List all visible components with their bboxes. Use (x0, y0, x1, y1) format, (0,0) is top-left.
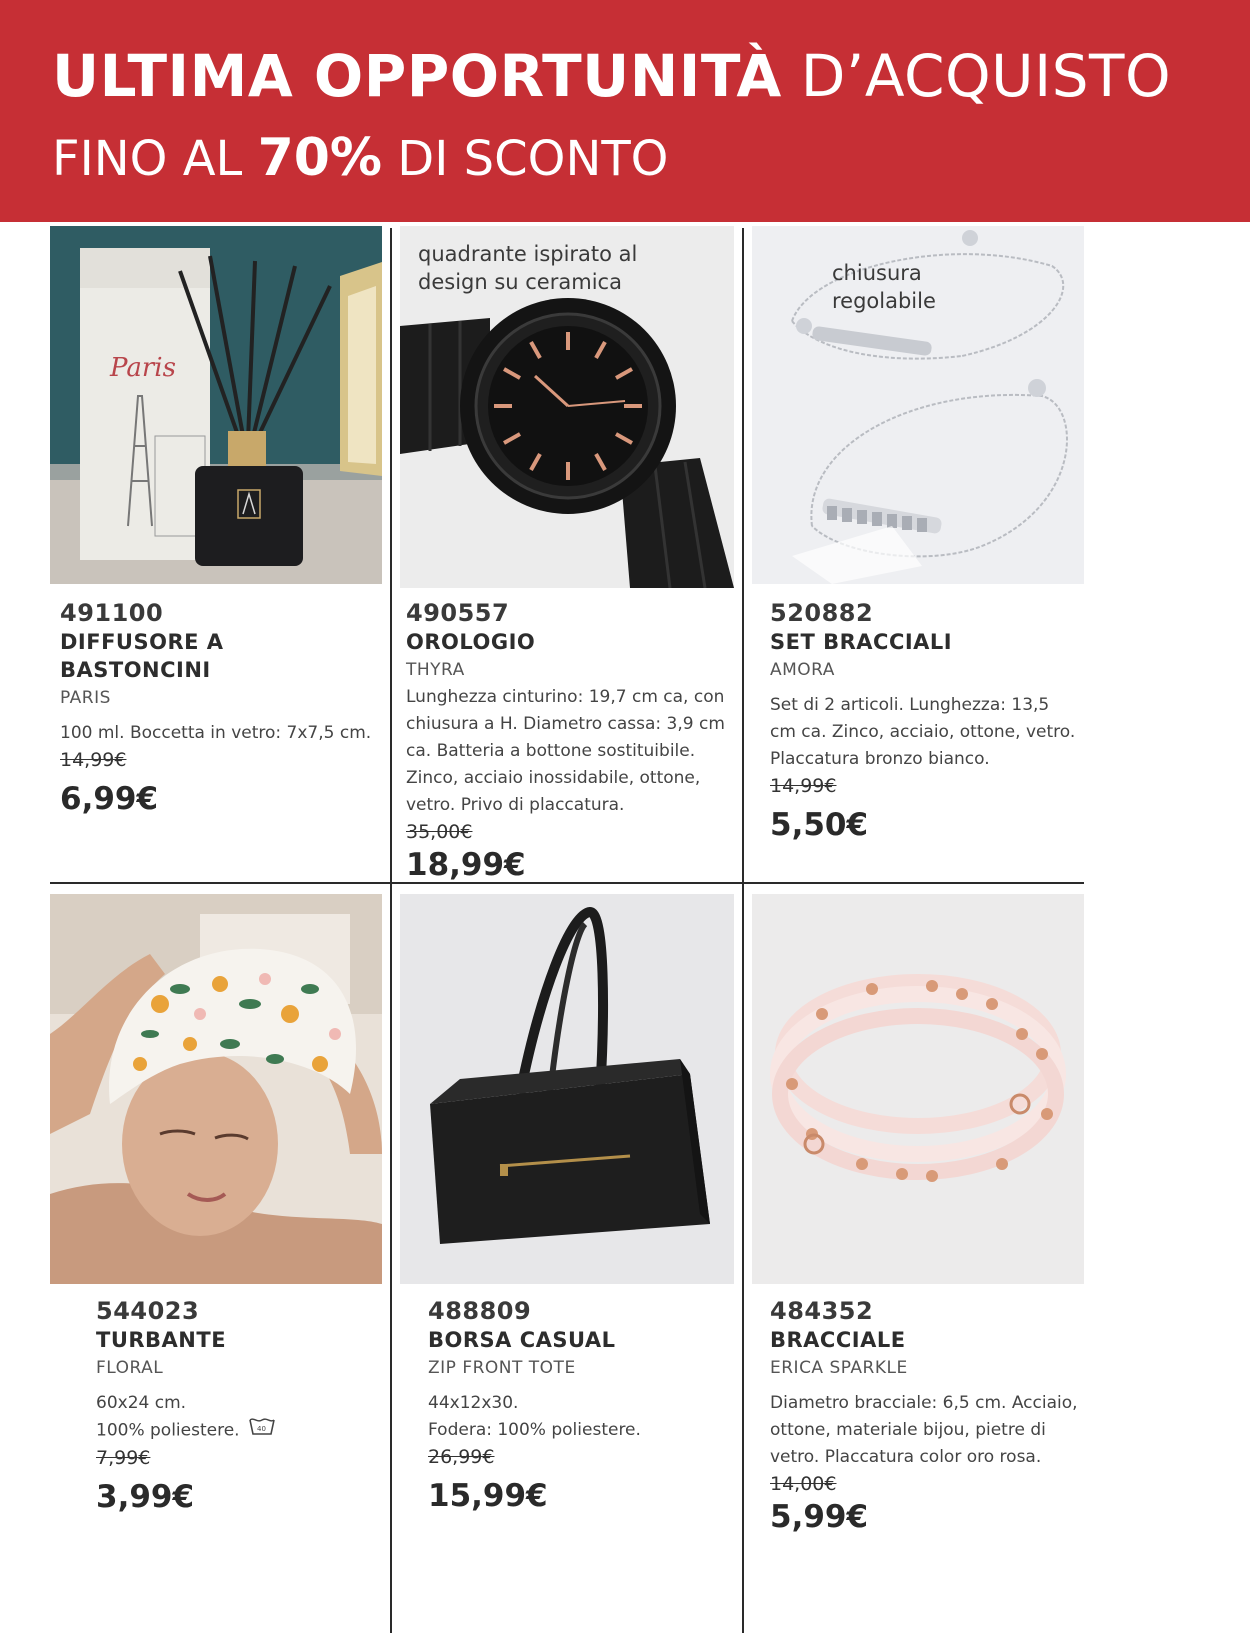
product-variant: AMORA (770, 660, 835, 680)
current-price: 5,99€ (770, 1499, 869, 1535)
grid-divider-v2 (742, 228, 744, 1633)
product-description-line1: 60x24 cm. (96, 1393, 187, 1413)
product-name: OROLOGIO (406, 630, 536, 654)
title-light: D’ACQUISTO (800, 42, 1172, 110)
product-name: BRACCIALE (770, 1328, 906, 1352)
title-bold: ULTIMA OPPORTUNITÀ (52, 42, 782, 110)
product-variant: PARIS (60, 688, 111, 708)
product-name: BORSA CASUAL (428, 1328, 616, 1352)
subtitle-pre: FINO AL (52, 131, 243, 187)
feature-note-watch: quadrante ispirato al design su ceramica (418, 242, 638, 294)
product-code: 490557 (406, 599, 510, 627)
product-code: 544023 (96, 1297, 200, 1325)
product-image-turban[interactable] (50, 894, 382, 1284)
product-code: 491100 (60, 599, 164, 627)
product-description: Set di 2 articoli. Lunghezza: 13,5 cm ca. Zinco, acciaio, ottone, vetro. Placcatura bronzo bianco. (770, 695, 1076, 769)
product-code: 520882 (770, 599, 874, 627)
product-description-line2 (96, 1417, 386, 1445)
product-description: Lunghezza cinturino: 19,7 cm ca, con chiusura a H. Diametro cassa: 3,9 cm ca. Batteria a bottone sostituibile. Zinco, acciaio inossidabile, ottone, vetro. Privo di placcatura. (406, 687, 725, 815)
feature-note-bracelet-set: chiusura regolabile (832, 261, 936, 313)
old-price: 35,00€ (406, 821, 473, 843)
product-description-line2: Fodera: 100% poliestere. (428, 1420, 641, 1440)
product-code: 484352 (770, 1297, 874, 1325)
old-price: 14,00€ (770, 1473, 837, 1495)
promo-header (0, 0, 1250, 222)
product-card-bracelet (770, 1296, 1080, 1537)
old-price: 26,99€ (428, 1446, 495, 1468)
product-variant: THYRA (406, 660, 465, 680)
current-price: 5,50€ (770, 807, 869, 843)
old-price: 7,99€ (96, 1446, 151, 1469)
product-name: TURBANTE (96, 1328, 227, 1352)
product-code: 488809 (428, 1297, 532, 1325)
svg-text:Paris: Paris (110, 353, 176, 383)
product-image-bracelet[interactable] (752, 894, 1084, 1284)
current-price: 18,99€ (406, 847, 526, 883)
product-description: 100 ml. Boccetta in vetro: 7x7,5 cm. (60, 723, 372, 743)
wash-temp: 40 (256, 1425, 266, 1433)
product-variant: ERICA SPARKLE (770, 1358, 908, 1378)
product-image-tote[interactable] (400, 894, 734, 1284)
product-name: SET BRACCIALI (770, 630, 953, 654)
product-card-bracelet-set (770, 598, 1080, 845)
subtitle-post: DI SCONTO (397, 131, 669, 187)
wash-40-icon (249, 1417, 275, 1444)
product-card-turban (96, 1296, 386, 1517)
product-image-diffuser[interactable] (50, 226, 382, 584)
grid-divider-v1 (390, 228, 392, 1633)
product-name: DIFFUSORE A BASTONCINI (60, 630, 224, 682)
page-subtitle (52, 128, 668, 188)
product-card-tote (428, 1296, 728, 1516)
old-price: 14,99€ (770, 775, 837, 797)
product-variant: ZIP FRONT TOTE (428, 1358, 576, 1378)
page-title (52, 42, 1171, 110)
old-price: 14,99€ (60, 749, 127, 771)
product-description: Diametro bracciale: 6,5 cm. Acciaio, ottone, materiale bijou, pietre di vetro. Placcatura color oro rosa. (770, 1393, 1078, 1467)
product-card-watch (406, 598, 736, 885)
current-price: 6,99€ (60, 781, 159, 817)
product-description-line1: 44x12x30. (428, 1393, 519, 1413)
current-price: 15,99€ (428, 1478, 548, 1514)
product-card-diffuser (60, 598, 380, 819)
product-variant: FLORAL (96, 1358, 164, 1378)
current-price: 3,99€ (96, 1478, 195, 1515)
product-description-text: 100% poliestere. (96, 1420, 240, 1441)
discount-percent: 70% (257, 128, 383, 188)
